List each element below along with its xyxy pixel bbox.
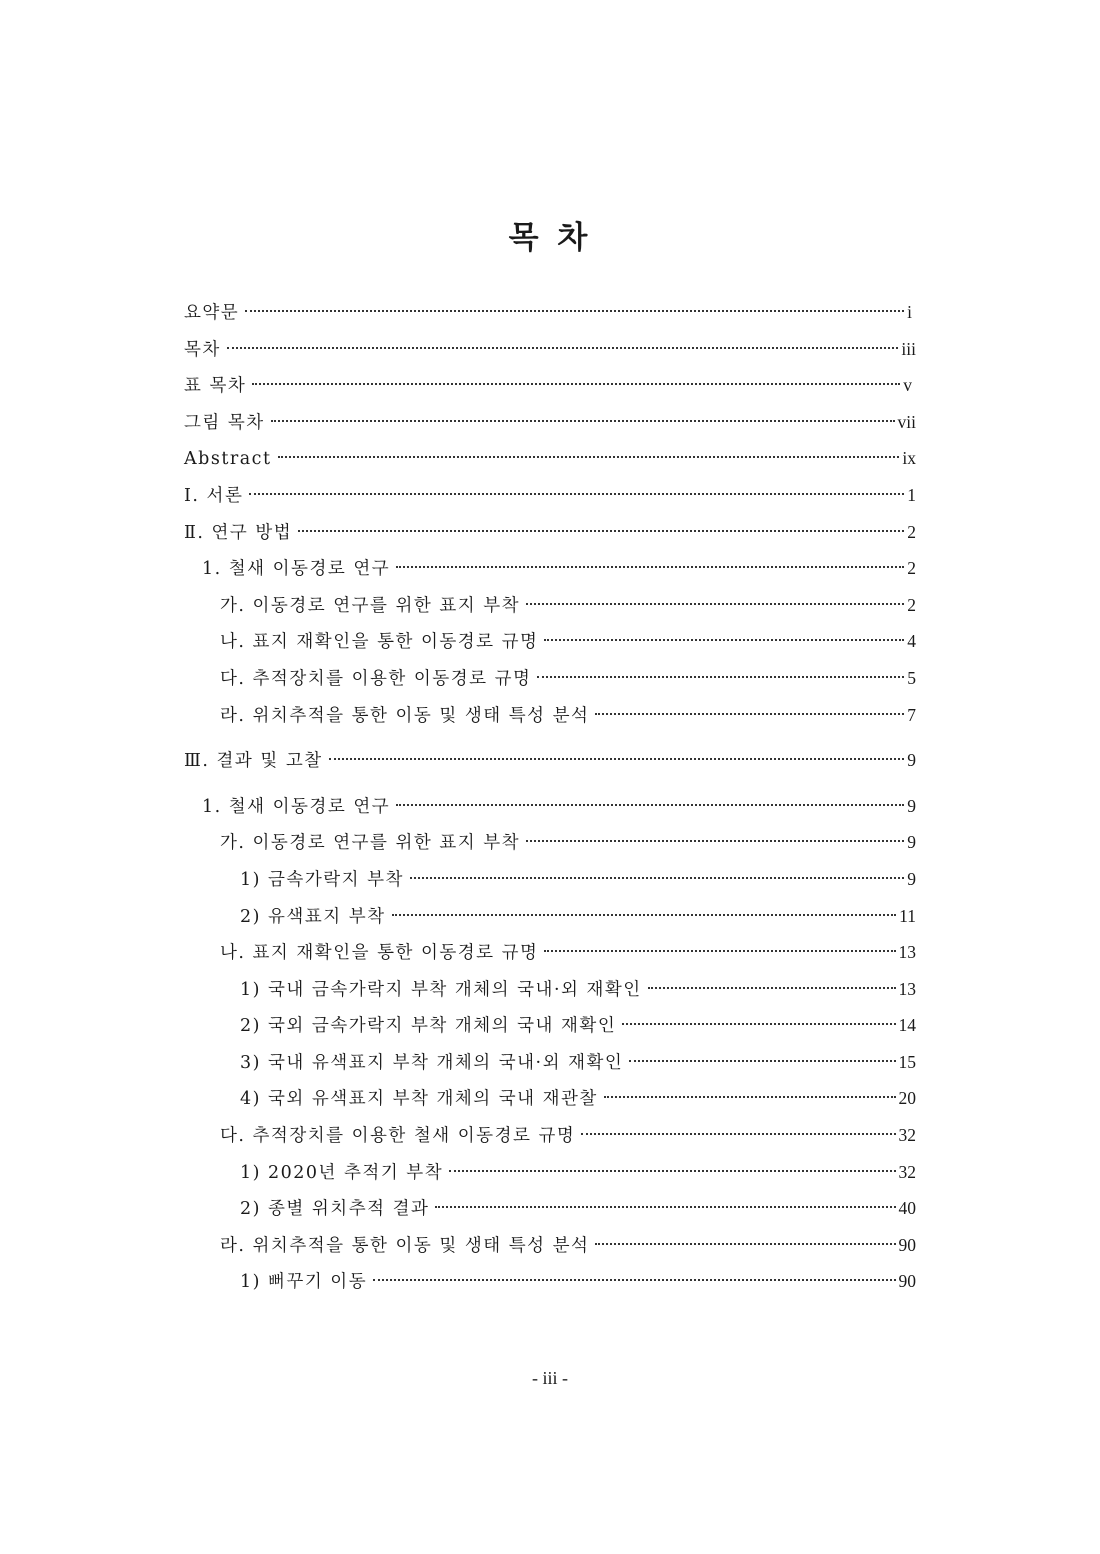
toc-dot-leader [544,950,895,952]
toc-dot-leader [249,493,904,495]
toc-entry-page: 90 [898,1234,916,1255]
toc-entry-page: 9 [907,750,916,771]
toc-entry[interactable] [184,1007,916,1044]
toc-entry-page: 32 [898,1161,916,1182]
toc-entry-label: 나. 표지 재확인을 통한 이동경로 규명 [220,943,539,964]
toc-entry[interactable] [184,550,916,587]
toc-dot-leader [544,639,904,641]
toc-dot-leader [526,603,904,605]
toc-entry[interactable] [184,1044,916,1081]
toc-entry[interactable] [184,697,916,734]
toc-entry-page: 4 [907,631,916,652]
toc-entry-label: 2) 국외 금속가락지 부착 개체의 국내 재확인 [240,1016,617,1037]
toc-dot-leader [526,840,904,842]
toc-dot-leader [271,420,895,422]
toc-dot-leader [396,566,904,568]
toc-entry[interactable] [184,294,916,331]
toc-dot-leader [298,530,904,532]
toc-entry[interactable] [184,971,916,1008]
toc-dot-leader [410,877,904,879]
toc-entry-label: 1) 2020년 추적기 부착 [240,1162,444,1183]
toc-entry-label: 라. 위치추적을 통한 이동 및 생태 특성 분석 [220,1235,590,1256]
toc-entry[interactable] [184,742,916,779]
toc-entry-label: 3) 국내 유색표지 부착 개체의 국내·외 재확인 [240,1052,624,1073]
toc-dot-leader [373,1279,895,1281]
toc-entry[interactable] [184,440,916,477]
toc-entry[interactable] [184,623,916,660]
toc-dot-leader [595,1243,895,1245]
toc-entry-label: 1) 뻐꾸기 이동 [240,1272,368,1293]
toc-entry[interactable] [184,1227,916,1264]
toc-entry-label: 2) 유색표지 부착 [240,906,386,927]
toc-entry-label: 그림 목차 [184,412,265,433]
toc-entry[interactable] [184,367,916,404]
toc-dot-leader [537,676,904,678]
toc-dot-leader [622,1023,895,1025]
toc-entry[interactable] [184,934,916,971]
toc-dot-leader [245,310,904,312]
toc-entry-label: 목차 [184,339,221,360]
toc-entry-page: iii [901,338,916,359]
toc-dot-leader [604,1096,896,1098]
toc-entry-page: v [903,375,912,396]
toc-entry-label: 표 목차 [184,376,247,397]
toc-entry-page: 90 [898,1271,916,1292]
toc-dot-leader [329,758,905,760]
toc-entry[interactable] [184,1190,916,1227]
toc-dot-leader [449,1170,895,1172]
toc-entry-label: 4) 국외 유색표지 부착 개체의 국내 재관찰 [240,1089,598,1110]
toc-entry-page: 40 [898,1198,916,1219]
toc-entry-label: 요약문 [184,303,240,323]
toc-entry-page: 7 [907,704,916,725]
toc-entry-page: 9 [907,832,916,853]
toc-entry-page: 5 [907,667,916,688]
toc-entry-page: 9 [907,868,916,889]
toc-entry-page: 13 [898,942,916,963]
toc-entry[interactable] [184,587,916,624]
toc-entry-label: 1. 철새 이동경로 연구 [202,796,391,817]
toc-entry-label: 가. 이동경로 연구를 위한 표지 부착 [220,833,521,854]
toc-entry[interactable] [184,1154,916,1191]
toc-dot-leader [629,1060,895,1062]
toc-dot-leader [278,456,900,458]
toc-entry[interactable] [184,898,916,935]
toc-dot-leader [435,1206,895,1208]
toc-entry[interactable] [184,824,916,861]
toc-entry[interactable] [184,477,916,514]
toc-dot-leader [392,914,897,916]
page-number: - iii - [532,1368,568,1388]
table-of-contents [184,294,916,1300]
toc-entry[interactable] [184,788,916,825]
toc-entry-page: 15 [898,1051,916,1072]
toc-entry-label: 가. 이동경로 연구를 위한 표지 부착 [220,595,521,616]
toc-entry-label: 1) 국내 금속가락지 부착 개체의 국내·외 재확인 [240,979,642,1000]
toc-entry[interactable] [184,1117,916,1154]
toc-entry-label: Abstract [184,449,272,470]
toc-dot-leader [252,383,900,385]
toc-entry-page: 2 [907,521,916,542]
toc-entry-page: i [907,302,912,322]
page-title: 목 차 [508,220,592,256]
toc-entry-label: Ⅲ. 결과 및 고찰 [184,751,323,772]
toc-entry-label: 1. 철새 이동경로 연구 [202,559,391,580]
toc-dot-leader [227,347,899,349]
toc-entry[interactable] [184,514,916,551]
toc-dot-leader [648,987,896,989]
toc-entry[interactable] [184,1080,916,1117]
toc-entry-page: 2 [907,558,916,579]
toc-entry-page: 11 [899,905,916,926]
toc-dot-leader [396,804,904,806]
toc-entry-page: 14 [898,1015,916,1036]
toc-entry-label: 1) 금속가락지 부착 [240,869,404,890]
toc-entry-page: ix [902,448,916,469]
toc-entry-label: 라. 위치추적을 통한 이동 및 생태 특성 분석 [220,705,590,726]
toc-entry-label: Ⅱ. 연구 방법 [184,522,293,543]
toc-entry-page: 9 [907,795,916,816]
toc-entry[interactable] [184,1263,916,1300]
toc-dot-leader [581,1133,895,1135]
toc-entry-page: 32 [898,1125,916,1146]
toc-dot-leader [595,713,904,715]
toc-entry[interactable] [184,861,916,898]
toc-entry-label: 다. 추적장치를 이용한 이동경로 규명 [220,668,532,689]
toc-entry[interactable] [184,660,916,697]
toc-entry-page: 20 [898,1088,916,1109]
toc-entry[interactable] [184,331,916,368]
toc-entry-page: 13 [898,978,916,999]
toc-entry[interactable] [184,404,916,441]
toc-entry-page: vii [897,411,916,432]
toc-entry-label: Ⅰ. 서론 [184,485,244,506]
toc-entry-label: 나. 표지 재확인을 통한 이동경로 규명 [220,632,539,653]
toc-entry-page: 2 [907,594,916,615]
toc-entry-label: 2) 종별 위치추적 결과 [240,1199,430,1220]
toc-entry-label: 다. 추적장치를 이용한 철새 이동경로 규명 [220,1126,576,1147]
toc-entry-page: 1 [907,484,916,505]
